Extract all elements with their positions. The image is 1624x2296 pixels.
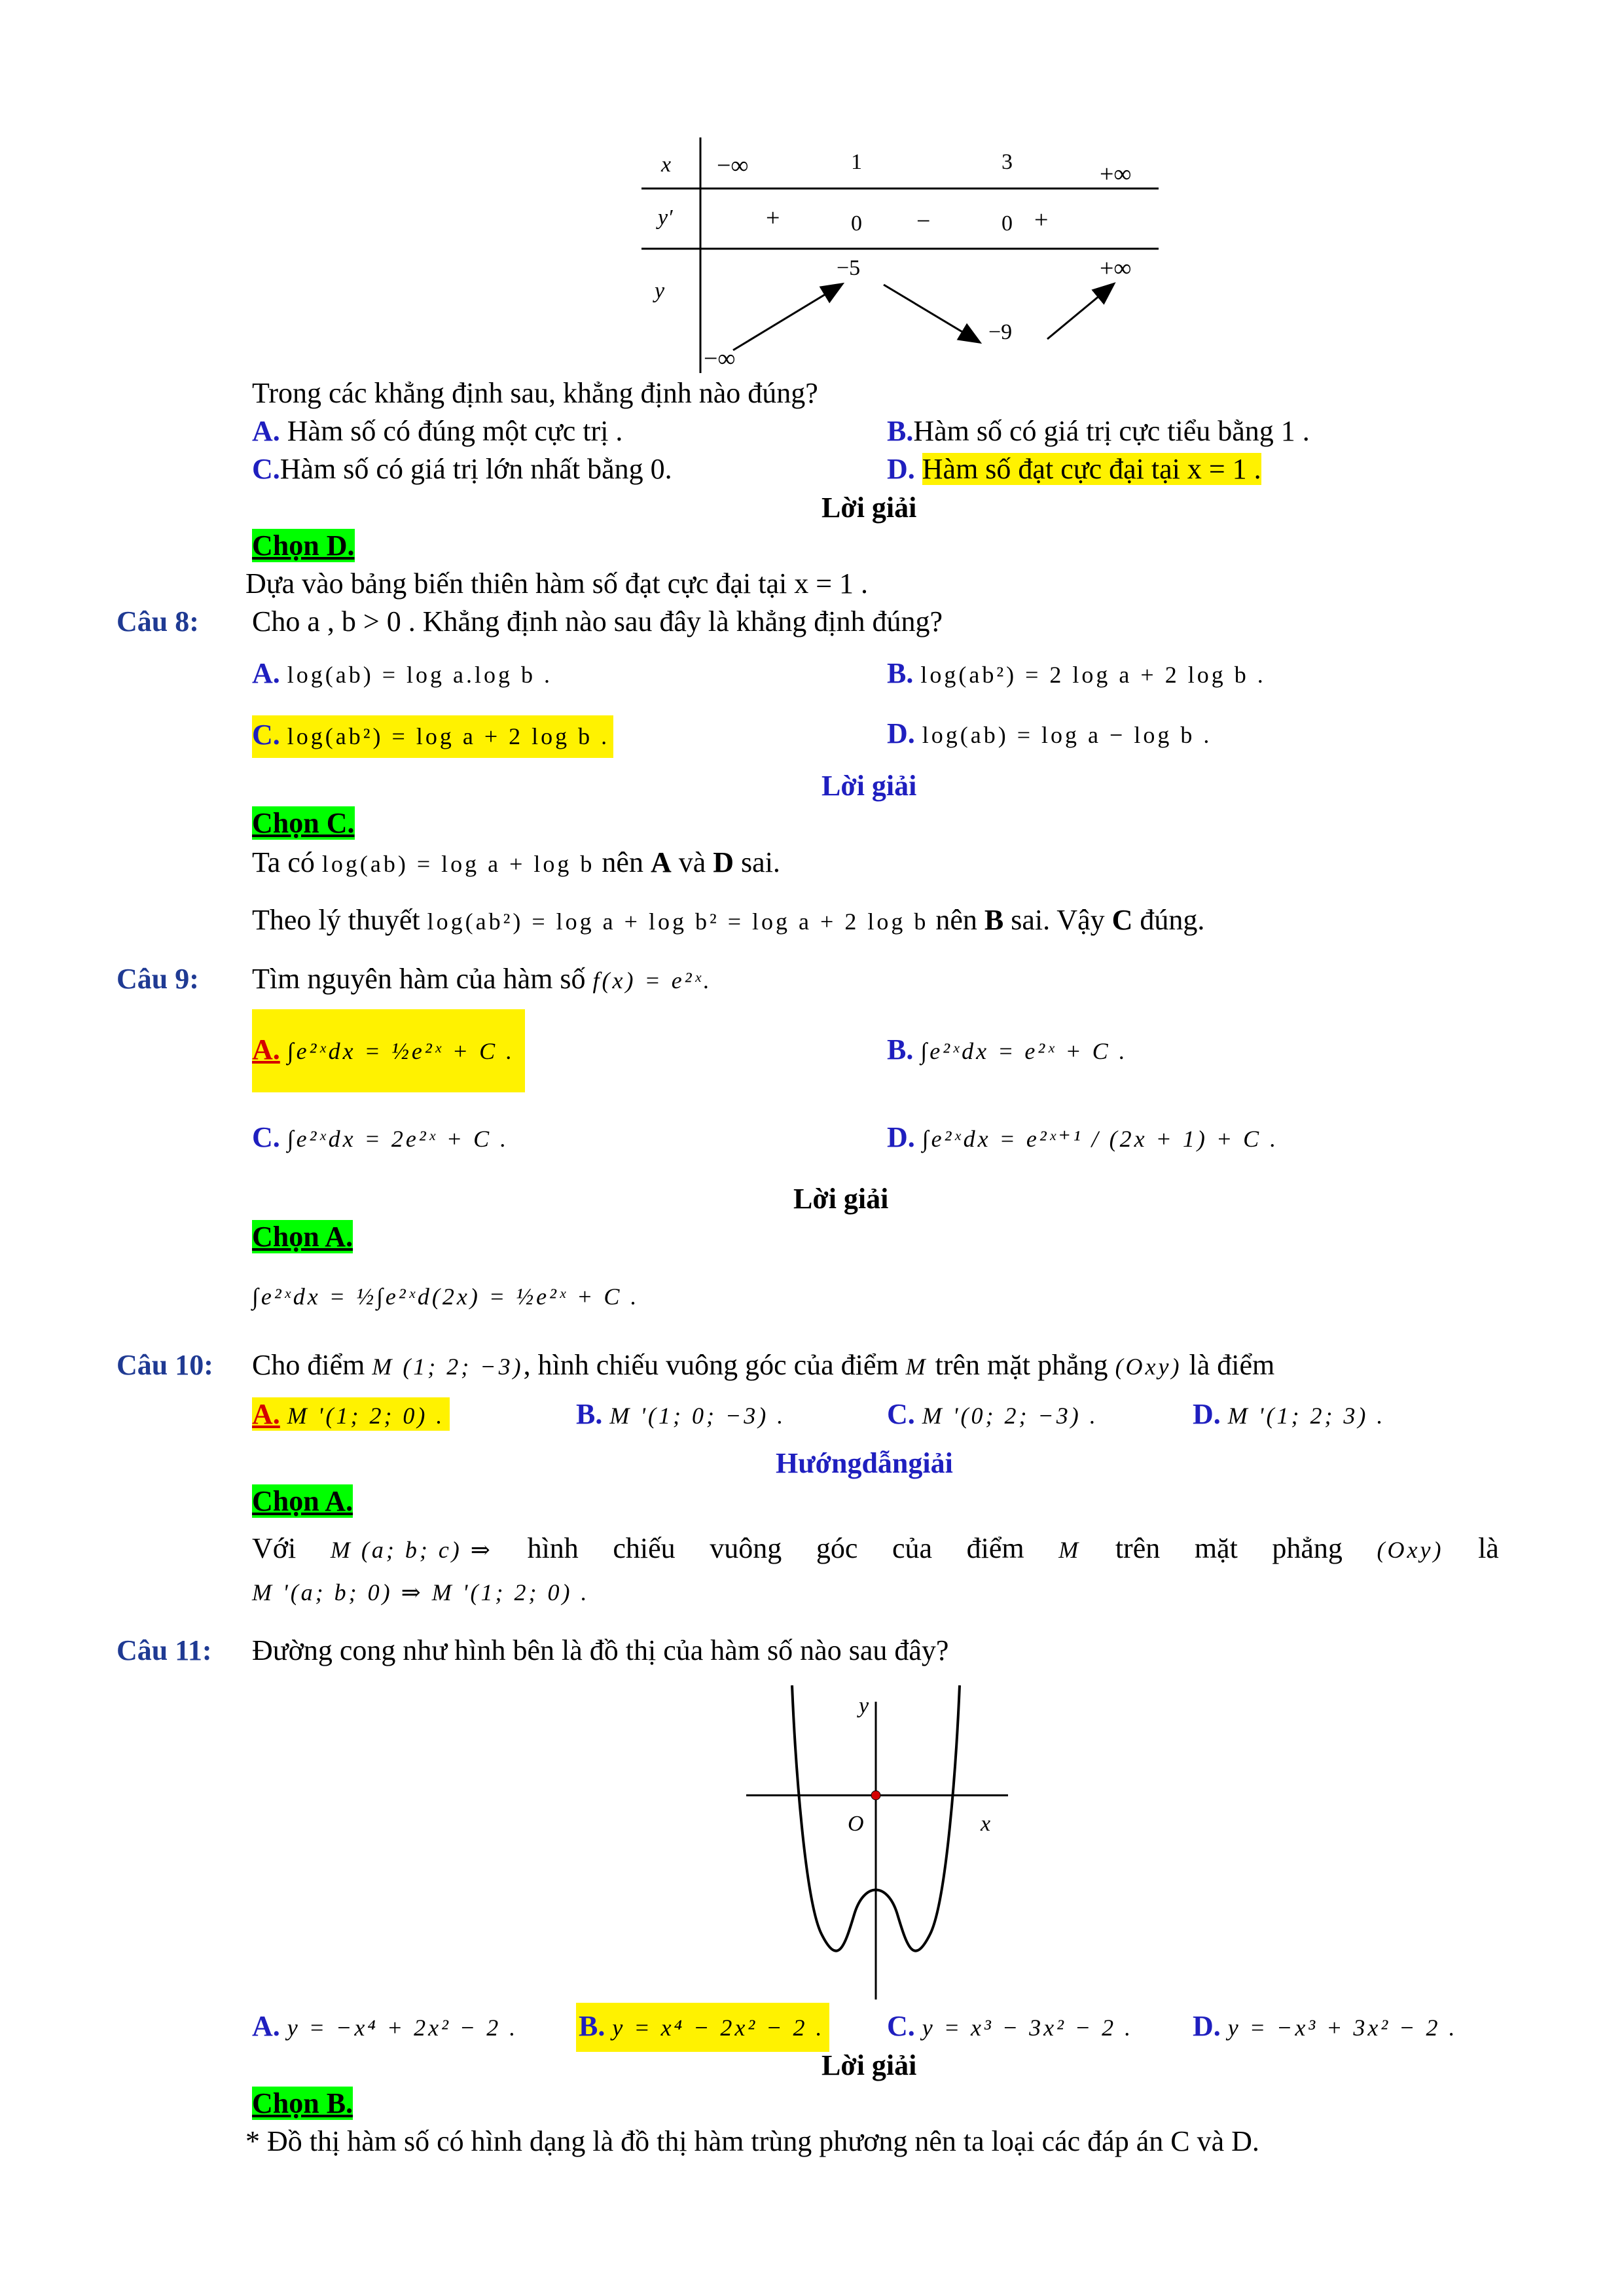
table-yp-value: + — [766, 204, 780, 232]
q8-line2-b: B — [984, 904, 1004, 936]
q10-question-m: M (1; 2; −3) — [372, 1354, 524, 1380]
q10-question-mid: , hình chiếu vuông góc của điểm — [523, 1349, 899, 1381]
q9-solution-title: Lời giải — [793, 1183, 889, 1215]
q10-line1 — [252, 1532, 1499, 1565]
q9-option-c[interactable] — [252, 1121, 509, 1154]
q9-option-a[interactable] — [252, 1009, 525, 1092]
q7-option-a[interactable] — [252, 414, 623, 448]
q11-question: Đường cong như hình bên là đồ thị của hàm số nào sau đây? — [252, 1634, 949, 1666]
q8-option-b[interactable] — [887, 656, 1266, 690]
q10-line1-word: vuông — [710, 1532, 782, 1564]
q8-line1-end: sai. — [741, 846, 780, 878]
q10-question-end: là điểm — [1189, 1349, 1275, 1381]
q10-question-pre: Cho điểm — [252, 1349, 365, 1381]
q7-option-b[interactable] — [887, 414, 1310, 448]
q8-line2-mid: sai. Vậy — [1011, 904, 1105, 936]
q9-d-text: ∫e²ˣdx = e²ˣ⁺¹ / (2x + 1) + C . — [922, 1126, 1279, 1152]
q10-d-label: D. — [1193, 1398, 1221, 1430]
q10-line1-plane: (Oxy) — [1377, 1537, 1444, 1563]
q8-line1-d: D — [713, 846, 734, 878]
q8-b-text: log(ab²) = 2 log a + 2 log b . — [920, 662, 1266, 688]
q7-explain: Dựa vào bảng biến thiên hàm số đạt cực đại tại x = 1 . — [245, 567, 869, 600]
q7-solution-title: Lời giải — [821, 492, 917, 524]
table-yp-value: 0 — [1001, 211, 1013, 236]
q11-graph — [740, 1685, 1015, 2006]
q11-c-text: y = x³ − 3x² − 2 . — [922, 2015, 1134, 2041]
q8-d-label: D. — [887, 717, 915, 749]
q10-c-label: C. — [887, 1398, 915, 1430]
q8-line1-math: log(ab) = log a + log b — [321, 851, 595, 877]
q9-question — [252, 962, 712, 996]
q9-b-label: B. — [887, 1033, 914, 1066]
q7-d-label: D. — [887, 453, 915, 485]
q10-choice: Chọn A. — [252, 1485, 353, 1517]
q8-line1-post: nên — [602, 846, 643, 878]
q10-line1-word: mặt — [1194, 1532, 1238, 1564]
origin-label: O — [848, 1812, 864, 1836]
q9-option-b[interactable] — [887, 1033, 1128, 1066]
q10-line2: M '(a; b; 0) ⇒ M '(1; 2; 0) . — [252, 1579, 590, 1605]
q10-option-c[interactable] — [887, 1397, 1098, 1431]
q10-line1-word: phẳng — [1272, 1532, 1343, 1564]
q10-line1-word: hình — [527, 1532, 579, 1564]
q9-option-d[interactable] — [887, 1121, 1278, 1154]
q9-choice: Chọn A. — [252, 1221, 353, 1253]
table-x-value: −∞ — [717, 152, 749, 179]
q11-option-c[interactable] — [887, 2009, 1133, 2043]
q9-explain: ∫e²ˣdx = ½∫e²ˣd(2x) = ½e²ˣ + C . — [252, 1283, 640, 1310]
q10-question-mid2: trên mặt phẳng — [935, 1349, 1108, 1381]
q7-d-text: Hàm số đạt cực đại tại x = 1 . — [922, 453, 1261, 485]
q10-line1-word: điểm — [966, 1532, 1024, 1564]
q11-d-label: D. — [1193, 2010, 1221, 2042]
q10-a-label: A. — [252, 1398, 280, 1430]
q10-b-label: B. — [576, 1398, 603, 1430]
q11-a-label: A. — [252, 2010, 280, 2042]
q11-b-label: B. — [579, 2010, 605, 2042]
axis-y-label: y — [859, 1694, 869, 1718]
q9-question-text: Tìm nguyên hàm của hàm số — [252, 963, 586, 995]
q8-choice: Chọn C. — [252, 807, 355, 839]
q8-question: Cho a , b > 0 . Khẳng định nào sau đây là khẳng định đúng? — [252, 605, 943, 637]
q10-line1-m: M — [1058, 1537, 1081, 1563]
q9-c-text: ∫e²ˣdx = 2e²ˣ + C . — [287, 1126, 509, 1152]
q10-c-text: M '(0; 2; −3) . — [922, 1403, 1098, 1429]
q11-number: Câu 11: — [117, 1634, 212, 1666]
axis-x-label: x — [981, 1812, 991, 1836]
q9-question-math: f(x) = e²ˣ. — [592, 967, 712, 994]
origin-point — [871, 1791, 880, 1800]
q8-a-label: A. — [252, 657, 280, 689]
q11-choice: Chọn B. — [252, 2087, 353, 2119]
q11-d-text: y = −x³ + 3x² − 2 . — [1227, 2015, 1458, 2041]
q11-solution-title: Lời giải — [821, 2049, 917, 2081]
q10-line1-word: Với — [252, 1532, 297, 1564]
q10-line1-word: chiếu — [613, 1532, 676, 1564]
q8-option-a[interactable] — [252, 656, 552, 690]
q10-b-text: M '(1; 0; −3) . — [609, 1403, 786, 1429]
table-y-label: y — [655, 279, 665, 303]
q7-choice: Chọn D. — [252, 529, 355, 562]
q10-solution-title: Hướngdẫngiải — [776, 1447, 953, 1479]
table-yp-value: + — [1034, 206, 1049, 234]
q9-a-text: ∫e²ˣdx = ½e²ˣ + C . — [287, 1038, 515, 1064]
table-x-value: +∞ — [1100, 160, 1132, 188]
q11-option-b[interactable] — [576, 2003, 829, 2052]
table-x-value: 3 — [1001, 150, 1013, 174]
q8-line2-pre: Theo lý thuyết — [252, 904, 420, 936]
q10-a-text: M '(1; 2; 0) . — [287, 1403, 445, 1429]
q10-line1-word: là — [1478, 1532, 1499, 1564]
q11-c-label: C. — [887, 2010, 915, 2042]
q11-option-d[interactable] — [1193, 2009, 1457, 2043]
q8-line2-post: nên — [935, 904, 977, 936]
table-yp-value: − — [916, 207, 931, 235]
q7-a-text: Hàm số có đúng một cực trị . — [287, 415, 623, 447]
q10-d-text: M '(1; 2; 3) . — [1227, 1403, 1386, 1429]
q7-c-label: C. — [252, 453, 280, 485]
q9-d-label: D. — [887, 1121, 915, 1153]
q8-line1-pre: Ta có — [252, 846, 315, 878]
q8-line1-and: và — [678, 846, 706, 878]
q8-line1 — [252, 846, 780, 879]
q8-line2-math: log(ab²) = log a + log b² = log a + 2 log b — [427, 908, 929, 935]
q11-explain: * Đồ thị hàm số có hình dạng là đồ thị hàm trùng phương nên ta loại các đáp án C và D. — [245, 2125, 1259, 2157]
q8-line2-c: C — [1111, 904, 1133, 936]
q7-question: Trong các khẳng định sau, khẳng định nào đúng? — [252, 377, 818, 409]
q8-d-text: log(ab) = log a − log b . — [922, 722, 1212, 748]
q9-b-text: ∫e²ˣdx = e²ˣ + C . — [920, 1038, 1128, 1064]
table-x-label: x — [661, 152, 672, 177]
q7-option-d[interactable] — [887, 452, 1261, 486]
q8-line1-a: A — [650, 846, 672, 878]
q11-a-text: y = −x⁴ + 2x² − 2 . — [287, 2015, 518, 2041]
q8-c-text: log(ab²) = log a + 2 log b . — [287, 723, 610, 749]
table-y-value: −∞ — [704, 345, 736, 372]
q11-option-a[interactable] — [252, 2009, 518, 2043]
table-y-value: −9 — [988, 320, 1013, 344]
q10-line1-math: M (a; b; c) ⇒ — [330, 1537, 493, 1563]
q10-question-m2: M — [905, 1354, 928, 1380]
q7-c-text: Hàm số có giá trị lớn nhất bằng 0. — [280, 453, 672, 485]
q10-line1-word: của — [892, 1532, 933, 1564]
q7-option-c[interactable] — [252, 452, 672, 486]
q8-line2 — [252, 903, 1204, 937]
q9-number: Câu 9: — [117, 963, 199, 995]
table-yp-label: y′ — [658, 206, 673, 230]
q10-question — [252, 1348, 1274, 1382]
q8-line2-end: đúng. — [1140, 904, 1205, 936]
table-y-value: +∞ — [1100, 255, 1132, 282]
q8-option-d[interactable] — [887, 717, 1212, 750]
q9-c-label: C. — [252, 1121, 280, 1153]
q9-a-label: A. — [252, 1033, 280, 1066]
table-yp-value: 0 — [851, 211, 862, 236]
variation-table — [628, 131, 1172, 380]
q10-option-b[interactable] — [576, 1397, 785, 1431]
q10-question-plane: (Oxy) — [1115, 1354, 1182, 1380]
table-y-value: −5 — [837, 256, 861, 280]
q8-b-label: B. — [887, 657, 914, 689]
q10-option-a[interactable] — [252, 1397, 450, 1431]
table-x-value: 1 — [851, 150, 862, 174]
q8-number: Câu 8: — [117, 605, 199, 637]
q10-line1-word: trên — [1115, 1532, 1161, 1564]
q8-c-label: C. — [252, 719, 280, 751]
q10-option-d[interactable] — [1193, 1397, 1385, 1431]
q8-option-c[interactable] — [252, 715, 613, 758]
q7-b-label: B. — [887, 415, 914, 447]
q8-solution-title: Lời giải — [821, 770, 917, 802]
q7-a-label: A. — [252, 415, 280, 447]
q8-a-text: log(ab) = log a.log b . — [287, 662, 553, 688]
q10-number: Câu 10: — [117, 1349, 213, 1381]
q10-line1-word: góc — [816, 1532, 858, 1564]
q7-b-text: Hàm số có giá trị cực tiểu bằng 1 . — [913, 415, 1310, 447]
q11-b-text: y = x⁴ − 2x² − 2 . — [612, 2015, 825, 2041]
